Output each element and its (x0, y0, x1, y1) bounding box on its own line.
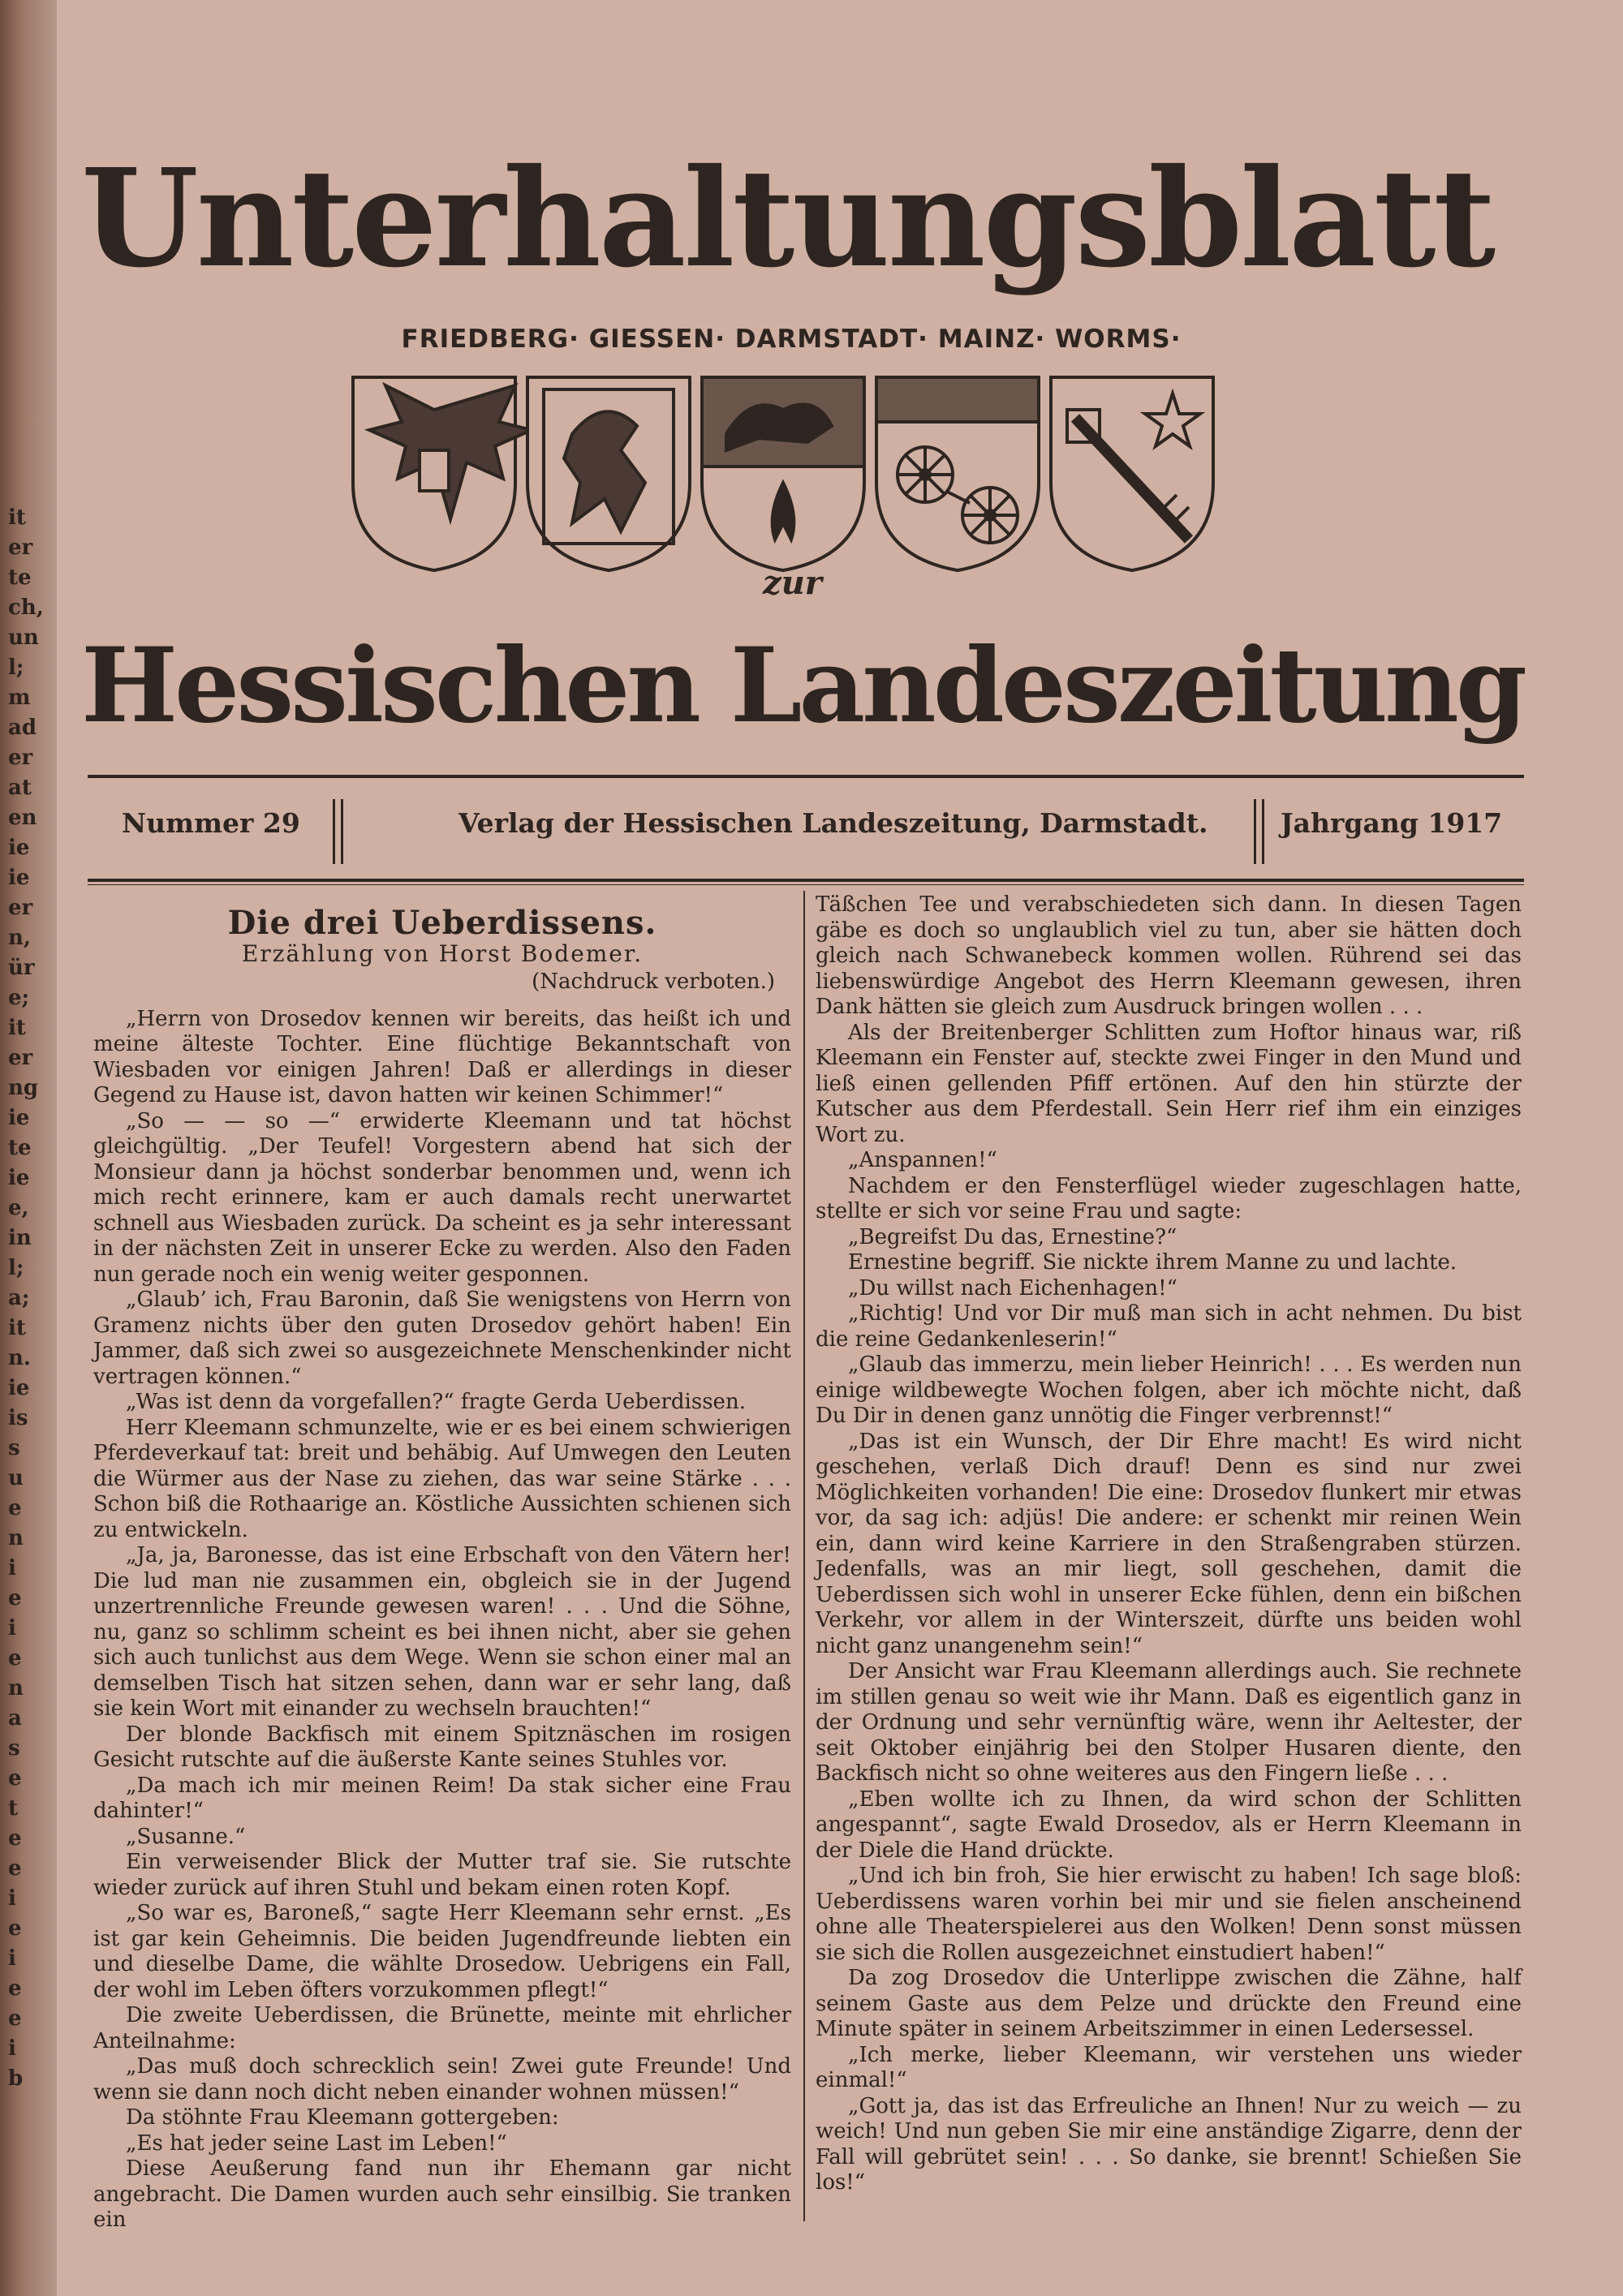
margin-fragment: e (8, 1856, 22, 1881)
margin-fragment: ie (8, 1376, 30, 1400)
paragraph: „Es hat jeder seine Last im Leben!“ (126, 2130, 507, 2156)
margin-fragment: e, (8, 1196, 29, 1220)
margin-fragment: ie (8, 866, 30, 890)
masthead-rule-bottom (88, 879, 1524, 882)
paragraph: „Glaub das immerzu, mein lieber Heinrich! . . . Es werden nun einige wildbewegte Wochen folgen, aber ich möchte nicht, daß Du Dir in denen ganz unnötig die Finger verbrennst!“ (816, 1352, 1522, 1428)
info-divider (333, 799, 335, 864)
margin-fragment: er (8, 746, 33, 770)
margin-fragment: ie (8, 1166, 30, 1190)
crest-worms-key-star (1051, 377, 1213, 570)
margin-fragment: er (8, 1046, 33, 1070)
paragraph: Als der Breitenberger Schlitten zum Hoftor hinaus war, riß Kleemann ein Fenster auf, steckte zwei Finger in den Mund und ließ einen gellenden Pfiff ertönen. Auf den hin stürzte der Kutscher aus dem Pferdestall. Sein Herr rief ihm ein einziges Wort zu. (816, 1020, 1522, 1147)
margin-fragment: in (8, 1226, 32, 1250)
paragraph: „Du willst nach Eichenhagen!“ (848, 1275, 1177, 1301)
publisher-line: Verlag der Hessischen Landeszeitung, Darmstadt. (458, 807, 1208, 839)
paragraph: „Ich merke, lieber Kleemann, wir verstehen uns wieder einmal!“ (816, 2042, 1522, 2092)
paragraph: „Richtig! Und vor Dir muß man sich in acht nehmen. Du bist die reine Gedankenleserin!“ (816, 1301, 1522, 1352)
column-divider (803, 891, 805, 2221)
margin-fragment: ng (8, 1076, 39, 1100)
margin-fragment: er (8, 896, 33, 920)
margin-fragment: i (8, 1946, 16, 1971)
paragraph: Ernestine begriff. Sie nickte ihrem Manne zu und lachte. (848, 1250, 1457, 1275)
margin-fragment: e (8, 1766, 22, 1791)
margin-fragment: e (8, 1826, 22, 1851)
margin-fragment: e (8, 1496, 22, 1520)
margin-fragment: is (8, 1406, 28, 1430)
margin-fragment: ie (8, 836, 30, 860)
margin-fragment: a; (8, 1286, 30, 1310)
margin-fragment: b (8, 2066, 24, 2091)
story-title: Die drei Ueberdissens. (227, 904, 657, 942)
info-divider (341, 799, 343, 864)
margin-fragment: ür (8, 956, 35, 980)
masthead-title-top: Unterhaltungsblatt (81, 140, 1494, 298)
crest-mainz-wheels (876, 377, 1039, 570)
margin-fragment: n (8, 1526, 24, 1550)
margin-fragment: ad (8, 716, 37, 740)
masthead-title-bottom: Hessischen Landeszeitung (81, 626, 1525, 746)
margin-fragment: s (8, 1436, 20, 1460)
paragraph: „Gott ja, das ist das Erfreuliche an Ihnen! Nur zu weich — zu weich! Und nun geben Sie mir eine anständige Zigarre, denn der Fall will gebrütet sein! . . . So danke, sie brennt! Schießen Sie los!“ (816, 2093, 1522, 2195)
issue-year: Jahrgang 1917 (1281, 807, 1503, 839)
margin-fragment: e; (8, 986, 30, 1010)
margin-fragment: i (8, 1616, 16, 1640)
margin-fragment: it (8, 1016, 26, 1040)
paragraph: Täßchen Tee und verabschiedeten sich dann. In diesen Tagen gäbe es doch so unglaublich viel zu tun, aber sie hätten doch gleich nach Schwanebeck kommen wollen. Rührend sei das liebenswürdige Angebot des Herrn Kleemann gewesen, ihren Dank hätten sie gleich zum Ausdruck bringen wollen . . . (816, 892, 1522, 1019)
story-author: Erzählung von Horst Bodemer. (241, 939, 644, 967)
story-note: (Nachdruck verboten.) (532, 970, 775, 994)
margin-fragment: at (8, 776, 32, 800)
margin-fragment: m (8, 686, 31, 710)
margin-fragment: e (8, 1916, 22, 1941)
masthead-cities: FRIEDBERG· GIESSEN· DARMSTADT· MAINZ· WORMS· (401, 325, 1182, 354)
paragraph: „So — — so —“ erwiderte Kleemann und tat höchst gleichgültig. „Der Teufel! Vorgestern abend hat sich der Monsieur dann ja höchst sonderbar benommen und, wenn ich mich recht erinnere, kam er auch damals recht unerwartet schnell aus Wiesbaden zurück. Da scheint es ja sehr interessant in der nächsten Zeit in unserer Ecke zu werden. Also den Faden nun gerade noch ein wenig weiter gesponnen. (93, 1108, 791, 1287)
paragraph: Da zog Drosedov die Unterlippe zwischen die Zähne, half seinem Gaste aus dem Pelze und drückte den Freund eine Minute später in seinem Arbeitszimmer in einen Ledersessel. (816, 1966, 1522, 2041)
paragraph: Ein verweisender Blick der Mutter traf sie. Sie rutschte wieder zurück auf ihren Stuhl und bekam einen roten Kopf. (93, 1850, 791, 1900)
margin-fragment: en (8, 806, 37, 830)
margin-fragment: ch, (8, 595, 44, 620)
right-paragraphs (816, 892, 1522, 2196)
left-column (93, 892, 791, 2234)
paragraph: „Da mach ich mir meinen Reim! Da stak sicher eine Frau dahinter!“ (93, 1773, 791, 1823)
info-divider (1262, 799, 1264, 864)
crest-friedberg-eagle (353, 377, 532, 570)
masthead-zur: zur (763, 564, 822, 602)
margin-fragment: u (8, 1466, 24, 1490)
margin-fragment: it (8, 1316, 26, 1340)
paragraph: Nachdem er den Fensterflügel wieder zugeschlagen hatte, stellte er sich vor seine Frau und sagte: (816, 1173, 1522, 1223)
paragraph: „Was ist denn da vorgefallen?“ fragte Gerda Ueberdissen. (126, 1390, 746, 1414)
paragraph: „Glaub’ ich, Frau Baronin, daß Sie wenigstens von Herrn von Gramenz nichts über den guten Drosedov gehört haben! Ein Jammer, daß sich zwei so ausgezeichnete Menschenkinder nicht vertragen können.“ (93, 1288, 791, 1389)
paragraph: Diese Aeußerung fand nun ihr Ehemann gar nicht angebracht. Die Damen wurden auch sehr einsilbig. Sie tranken ein (93, 2156, 791, 2232)
margin-fragment: n, (8, 926, 31, 950)
margin-fragment: a (8, 1706, 22, 1731)
paragraph: „Anspannen!“ (848, 1148, 997, 1172)
margin-fragment: e (8, 1646, 22, 1670)
paragraph: „Begreifst Du das, Ernestine?“ (848, 1224, 1177, 1249)
coats-of-arms (345, 361, 1246, 572)
margin-fragment: er (8, 535, 33, 560)
paragraph: „Das muß doch schrecklich sein! Zwei gute Freunde! Und wenn sie dann noch dicht neben einander wohnen müssen!“ (93, 2054, 791, 2105)
issue-number: Nummer 29 (122, 807, 300, 839)
paragraph: „Susanne.“ (126, 1824, 246, 1849)
margin-fragment: s (8, 1736, 20, 1761)
paragraph: „Und ich bin froh, Sie hier erwischt zu haben! Ich sage bloß: Ueberdissens waren vorhin bei mir und sie fielen anscheinend ohne alle Theaterspielerei aus den Wolken! Denn sonst müssen sie sich die Rollen ausgezeichnet einstudiert haben!“ (816, 1864, 1522, 1965)
margin-fragment: un (8, 626, 39, 650)
masthead-rule-bottom-thin (88, 884, 1524, 885)
masthead-rule-top (88, 775, 1524, 778)
margin-fragment: t (8, 1796, 19, 1821)
margin-fragment: l; (8, 656, 24, 680)
paragraph: Der blonde Backfisch mit einem Spitznäschen im rosigen Gesicht rutschte auf die äußerste Kante seines Stuhles vor. (93, 1722, 791, 1772)
paragraph: „Herrn von Drosedov kennen wir bereits, das heißt ich und meine älteste Tochter. Eine flüchtige Bekanntschaft von Wiesbaden vor einigen Jahren! Daß er allerdings in dieser Gegend zu Hause ist, davon hatten wir keinen Schimmer!“ (93, 1006, 791, 1107)
right-column (816, 892, 1522, 2196)
paragraph: Da stöhnte Frau Kleemann gottergeben: (126, 2105, 559, 2130)
crest-darmstadt-lion-lily (702, 377, 864, 570)
margin-fragment: n. (8, 1346, 31, 1370)
margin-fragment: i (8, 2036, 16, 2061)
margin-fragment: te (8, 1136, 32, 1160)
margin-fragment: n (8, 1676, 24, 1701)
left-paragraphs (93, 1007, 791, 2234)
paragraph: Die zweite Ueberdissen, die Brünette, meinte mit ehrlicher Anteilnahme: (93, 2003, 791, 2053)
paragraph: Der Ansicht war Frau Kleemann allerdings auch. Sie rechnete im stillen genau so weit wie ihr Mann. Daß es eigentlich ganz in der Ordnung und sehr vernünftig wäre, wenn ihr Aeltester, der seit Oktober einjährig bei den Stolper Husaren diente, den Backfisch nicht so ohne weiteres aus den Fingern ließe . . . (816, 1659, 1522, 1786)
previous-page-edge (0, 0, 57, 2296)
margin-fragment: te (8, 565, 32, 590)
margin-fragment: l; (8, 1256, 24, 1280)
margin-fragment: e (8, 1976, 22, 2001)
paragraph: „Eben wollte ich zu Ihnen, da wird schon der Schlitten angespannt“, sagte Ewald Drosedov, als er Herrn Kleemann in der Diele die Hand drückte. (816, 1786, 1522, 1863)
margin-fragment: i (8, 1556, 16, 1580)
margin-fragment: it (8, 505, 26, 530)
paragraph: „So war es, Baroneß,“ sagte Herr Kleemann sehr ernst. „Es ist gar kein Geheimnis. Die beiden Jugendfreunde liebten ein und dieselbe Dame, die wählte Drosedow. Uebrigens ein Fall, der wohl im Leben öfters vorzukommen pflegt!“ (93, 1901, 791, 2002)
margin-fragment: i (8, 1886, 16, 1911)
info-divider (1254, 799, 1256, 864)
crest-giessen-lion (527, 377, 690, 570)
paragraph: „Das ist ein Wunsch, der Dir Ehre macht! Es wird nicht geschehen, verlaß Dich drauf! Denn es sind nur zwei Möglichkeiten vorhanden! Die eine: Drosedov flunkert mir etwas vor, da sag ich: adjüs! Die andere: er schenkt mir reinen Wein ein, dann wird keine Karriere in den Straßengraben stürzen. Jedenfalls, was an mir liegt, soll geschehen, damit die Ueberdissen sich wohl in unserer Ecke fühlen, denn ein bißchen Verkehr, vor allem in der Winterszeit, dürfte uns beiden wohl nicht ganz unangenehm sein!“ (816, 1429, 1522, 1658)
paragraph: „Ja, ja, Baronesse, das ist eine Erbschaft von den Vätern her! Die lud man nie zusammen ein, obgleich sie in der Jugend unzertrennliche Freunde gewesen waren! . . . Und die Söhne, nu, ganz so schlimm scheint es bei ihnen nicht, aber sie gehen sich auch tunlichst aus dem Wege. Wenn sie schon einer mal an demselben Tisch hat sitzen sehen, dann war er sehr lang, daß sie kein Wort mit einander zu wechseln brauchten!“ (93, 1543, 791, 1721)
margin-fragment: e (8, 2006, 22, 2031)
margin-fragment: ie (8, 1106, 30, 1130)
paragraph: Herr Kleemann schmunzelte, wie er es bei einem schwierigen Pferdeverkauf tat: breit und behäbig. Auf Umwegen den Leuten die Würmer aus der Nase zu ziehen, das war seine Stärke . . . Schon biß die Rothaarige an. Köstliche Aussichten schienen sich zu entwickeln. (93, 1415, 791, 1542)
margin-fragment: e (8, 1586, 22, 1610)
